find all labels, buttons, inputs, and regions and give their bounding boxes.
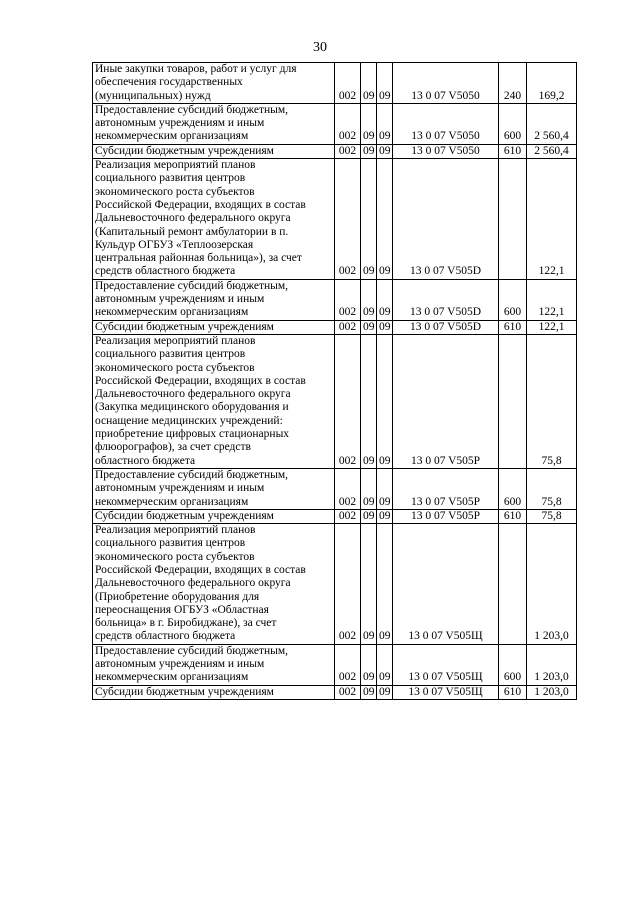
- amount-cell: 1 203,0: [527, 524, 577, 645]
- table-row: [93, 103, 577, 144]
- table-row: [93, 159, 577, 280]
- table-row: [93, 279, 577, 320]
- subsection-code-cell: 09: [377, 63, 393, 104]
- ministry-code-cell: 002: [335, 279, 361, 320]
- ministry-code-cell: 002: [335, 524, 361, 645]
- subsection-code-cell: 09: [377, 334, 393, 468]
- amount-cell: 122,1: [527, 279, 577, 320]
- amount-cell: 75,8: [527, 509, 577, 523]
- row-name-cell: Предоставление субсидий бюджетным, автономным учреждениям и иным некоммерческим организациям: [93, 468, 335, 509]
- page-number: 30: [313, 40, 327, 55]
- target-article-cell: 13 0 07 V505P: [393, 468, 499, 509]
- row-name-cell: Предоставление субсидий бюджетным, автономным учреждениям и иным некоммерческим организациям: [93, 644, 335, 685]
- target-article-cell: 13 0 07 V505P: [393, 334, 499, 468]
- ministry-code-cell: 002: [335, 63, 361, 104]
- table-row: [93, 468, 577, 509]
- section-code-cell: 09: [361, 524, 377, 645]
- amount-cell: 169,2: [527, 63, 577, 104]
- row-name-cell: Реализация мероприятий планов социального развития центров экономического роста субъектов Российской Федерации, входящих в состав Дальневосточного федерального округа (Капитальный ремонт амбулатории в п. Кульдур ОГБУЗ «Теплоозерская центральная районная больница»), за счет средств областного бюджета: [93, 159, 335, 280]
- section-code-cell: 09: [361, 279, 377, 320]
- row-name-cell: Субсидии бюджетным учреждениям: [93, 509, 335, 523]
- table-row: [93, 685, 577, 699]
- table-row: [93, 644, 577, 685]
- table-row: [93, 144, 577, 158]
- row-name-cell: Предоставление субсидий бюджетным, автономным учреждениям и иным некоммерческим организациям: [93, 279, 335, 320]
- subsection-code-cell: 09: [377, 685, 393, 699]
- ministry-code-cell: 002: [335, 320, 361, 334]
- target-article-cell: 13 0 07 V505P: [393, 509, 499, 523]
- ministry-code-cell: 002: [335, 509, 361, 523]
- section-code-cell: 09: [361, 509, 377, 523]
- ministry-code-cell: 002: [335, 159, 361, 280]
- row-name-cell: Реализация мероприятий планов социального развития центров экономического роста субъектов Российской Федерации, входящих в состав Дальневосточного федерального округа (Приобретение оборудования для переоснащения ОГБУЗ «Областная больница» в г. Биробиджане), за счет средств областного бюджета: [93, 524, 335, 645]
- section-code-cell: 09: [361, 159, 377, 280]
- expense-type-cell: 240: [499, 63, 527, 104]
- table-row: [93, 320, 577, 334]
- expense-type-cell: [499, 159, 527, 280]
- amount-cell: 122,1: [527, 320, 577, 334]
- row-name-cell: Субсидии бюджетным учреждениям: [93, 320, 335, 334]
- row-name-cell: Иные закупки товаров, работ и услуг для обеспечения государственных (муниципальных) нужд: [93, 63, 335, 104]
- target-article-cell: 13 0 07 V505Щ: [393, 644, 499, 685]
- amount-cell: 1 203,0: [527, 644, 577, 685]
- amount-cell: 1 203,0: [527, 685, 577, 699]
- row-name-cell: Предоставление субсидий бюджетным, автономным учреждениям и иным некоммерческим организациям: [93, 103, 335, 144]
- section-code-cell: 09: [361, 334, 377, 468]
- target-article-cell: 13 0 07 V5050: [393, 103, 499, 144]
- expense-type-cell: 600: [499, 279, 527, 320]
- section-code-cell: 09: [361, 63, 377, 104]
- amount-cell: 2 560,4: [527, 144, 577, 158]
- target-article-cell: 13 0 07 V505Щ: [393, 524, 499, 645]
- section-code-cell: 09: [361, 685, 377, 699]
- expense-type-cell: 610: [499, 144, 527, 158]
- ministry-code-cell: 002: [335, 644, 361, 685]
- amount-cell: 122,1: [527, 159, 577, 280]
- subsection-code-cell: 09: [377, 144, 393, 158]
- ministry-code-cell: 002: [335, 685, 361, 699]
- section-code-cell: 09: [361, 468, 377, 509]
- expense-type-cell: 600: [499, 103, 527, 144]
- target-article-cell: 13 0 07 V5050: [393, 144, 499, 158]
- ministry-code-cell: 002: [335, 103, 361, 144]
- table-row: [93, 334, 577, 468]
- expense-type-cell: [499, 524, 527, 645]
- expense-type-cell: 610: [499, 685, 527, 699]
- row-name-cell: Субсидии бюджетным учреждениям: [93, 685, 335, 699]
- budget-table: [92, 62, 577, 700]
- subsection-code-cell: 09: [377, 468, 393, 509]
- expense-type-cell: 600: [499, 468, 527, 509]
- target-article-cell: 13 0 07 V505D: [393, 159, 499, 280]
- target-article-cell: 13 0 07 V505D: [393, 320, 499, 334]
- ministry-code-cell: 002: [335, 334, 361, 468]
- subsection-code-cell: 09: [377, 644, 393, 685]
- section-code-cell: 09: [361, 320, 377, 334]
- amount-cell: 2 560,4: [527, 103, 577, 144]
- subsection-code-cell: 09: [377, 509, 393, 523]
- row-name-cell: Реализация мероприятий планов социального развития центров экономического роста субъектов Российской Федерации, входящих в состав Дальневосточного федерального округа (Закупка медицинского оборудования и оснащение медицинских учреждений: приобретение цифровых стационарных флюорографов), за счет средств областного бюджета: [93, 334, 335, 468]
- subsection-code-cell: 09: [377, 159, 393, 280]
- table-row: [93, 63, 577, 104]
- expense-type-cell: 600: [499, 644, 527, 685]
- subsection-code-cell: 09: [377, 320, 393, 334]
- expense-type-cell: 610: [499, 320, 527, 334]
- ministry-code-cell: 002: [335, 468, 361, 509]
- table-row: [93, 509, 577, 523]
- section-code-cell: 09: [361, 144, 377, 158]
- subsection-code-cell: 09: [377, 279, 393, 320]
- target-article-cell: 13 0 07 V505Щ: [393, 685, 499, 699]
- subsection-code-cell: 09: [377, 103, 393, 144]
- target-article-cell: 13 0 07 V505D: [393, 279, 499, 320]
- expense-type-cell: [499, 334, 527, 468]
- expense-type-cell: 610: [499, 509, 527, 523]
- subsection-code-cell: 09: [377, 524, 393, 645]
- row-name-cell: Субсидии бюджетным учреждениям: [93, 144, 335, 158]
- amount-cell: 75,8: [527, 334, 577, 468]
- section-code-cell: 09: [361, 103, 377, 144]
- amount-cell: 75,8: [527, 468, 577, 509]
- section-code-cell: 09: [361, 644, 377, 685]
- table-row: [93, 524, 577, 645]
- target-article-cell: 13 0 07 V5050: [393, 63, 499, 104]
- ministry-code-cell: 002: [335, 144, 361, 158]
